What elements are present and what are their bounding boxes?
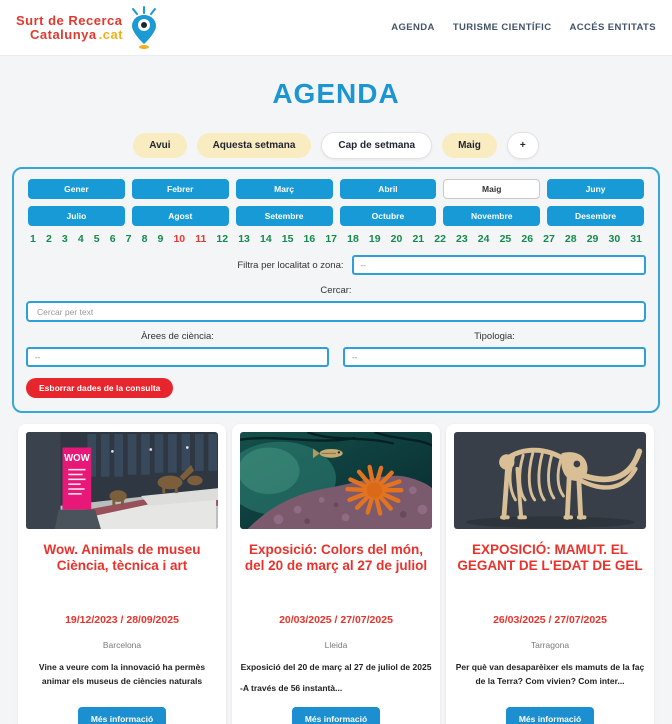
typology-filter	[343, 331, 646, 367]
day-26[interactable]: 26	[521, 233, 534, 245]
search-label: Cercar:	[320, 285, 352, 296]
logo-tld: .cat	[98, 26, 124, 42]
month-julio[interactable]: Julio	[28, 206, 125, 226]
day-12[interactable]: 12	[216, 233, 229, 245]
pill-maig[interactable]: Maig	[442, 133, 497, 158]
event-location: Lleida	[324, 640, 348, 650]
day-2[interactable]: 2	[45, 233, 52, 245]
day-18[interactable]: 18	[347, 233, 359, 245]
event-description: Per què van desaparèixer els mamuts de la faç de la Terra? Com vivien? Com inter...	[455, 662, 645, 686]
areas-filter	[26, 331, 329, 367]
event-cards	[18, 424, 654, 724]
day-23[interactable]: 23	[456, 233, 468, 245]
svg-text:WOW: WOW	[64, 453, 90, 465]
month-abril[interactable]: Abril	[340, 179, 437, 199]
day-15[interactable]: 15	[281, 233, 294, 245]
month-juny[interactable]: Juny	[547, 179, 644, 199]
month-setembre[interactable]: Setembre	[236, 206, 333, 226]
day-22[interactable]: 22	[434, 233, 446, 245]
day-8[interactable]: 8	[141, 233, 148, 245]
more-info-button[interactable]: Més informació	[506, 707, 594, 724]
day-28[interactable]: 28	[564, 233, 577, 245]
day-3[interactable]: 3	[61, 233, 68, 245]
day-29[interactable]: 29	[586, 233, 599, 245]
main-nav	[391, 22, 656, 33]
locality-label: Filtra per localitat o zona:	[237, 259, 344, 271]
page-title: AGENDA	[272, 78, 400, 109]
filter-panel	[12, 167, 660, 413]
areas-typology-row	[26, 331, 646, 367]
month-març[interactable]: Març	[236, 179, 333, 199]
event-title[interactable]: Exposició: Colors del món, del 20 de març al 27 de juliol	[244, 542, 428, 573]
day-1[interactable]: 1	[30, 233, 36, 245]
pill-aquesta-setmana[interactable]: Aquesta setmana	[197, 133, 312, 158]
month-agost[interactable]: Agost	[132, 206, 229, 226]
locality-select[interactable]: --	[352, 255, 647, 275]
event-card-colors-del-mon[interactable]	[232, 424, 440, 724]
more-info-button[interactable]: Més informació	[78, 707, 166, 724]
event-location: Barcelona	[102, 640, 142, 650]
day-13[interactable]: 13	[238, 233, 250, 245]
event-image-museum	[26, 432, 218, 529]
site-logo[interactable]	[16, 6, 161, 50]
event-description: Exposició del 20 de març al 27 de juliol de 2025	[240, 662, 432, 672]
event-title[interactable]: EXPOSICIÓ: MAMUT. EL GEGANT DE L'EDAT DE GEL	[457, 542, 643, 573]
event-card-mamut[interactable]	[446, 424, 654, 724]
typology-select[interactable]: --	[343, 347, 646, 367]
clear-query-button[interactable]: Esborrar dades de la consulta	[26, 378, 173, 398]
day-20[interactable]: 20	[390, 233, 403, 245]
day-7[interactable]: 7	[125, 233, 132, 245]
day-6[interactable]: 6	[109, 233, 116, 245]
day-4[interactable]: 4	[77, 233, 84, 245]
logo-line1: Surt de Recerca	[16, 12, 123, 28]
pill-avui[interactable]: Avui	[133, 133, 186, 158]
logo-text	[16, 14, 123, 41]
day-19[interactable]: 19	[368, 233, 381, 245]
event-date: 19/12/2023 / 28/09/2025	[65, 614, 179, 626]
days-row	[30, 233, 642, 245]
map-pin-mascot-icon	[127, 6, 161, 50]
event-date: 20/03/2025 / 27/07/2025	[279, 614, 393, 626]
event-description-2: -A través de 56 instantà...	[240, 682, 343, 693]
areas-select[interactable]: --	[26, 347, 329, 367]
pill-more[interactable]: +	[507, 132, 539, 159]
day-9[interactable]: 9	[157, 233, 164, 245]
quick-filter-pills	[0, 132, 672, 159]
day-25[interactable]: 25	[499, 233, 512, 245]
day-16[interactable]: 16	[303, 233, 316, 245]
day-21[interactable]: 21	[412, 233, 425, 245]
months-grid	[28, 179, 644, 226]
day-17[interactable]: 17	[325, 233, 338, 245]
event-date: 26/03/2025 / 27/07/2025	[493, 614, 607, 626]
event-location: Tarragona	[530, 640, 570, 650]
month-maig[interactable]: Maig	[443, 179, 540, 199]
event-title[interactable]: Wow. Animals de museu Ciència, tècnica i art	[43, 542, 201, 573]
locality-filter-row	[26, 255, 646, 275]
month-desembre[interactable]: Desembre	[547, 206, 644, 226]
day-10[interactable]: 10	[173, 233, 186, 245]
month-gener[interactable]: Gener	[28, 179, 125, 199]
nav-turisme-cientific[interactable]: TURISME CIENTÍFIC	[452, 22, 552, 33]
day-24[interactable]: 24	[477, 233, 490, 245]
header	[0, 0, 672, 56]
day-30[interactable]: 30	[608, 233, 621, 245]
logo-line2: Catalunya .cat	[30, 26, 124, 42]
search-input[interactable]	[26, 301, 646, 322]
nav-agenda[interactable]: AGENDA	[391, 22, 435, 33]
event-image-mammoth	[454, 432, 646, 529]
event-card-wow-animals[interactable]	[18, 424, 226, 724]
event-image-underwater	[240, 432, 432, 529]
day-31[interactable]: 31	[630, 233, 642, 245]
month-novembre[interactable]: Novembre	[443, 206, 540, 226]
typology-label: Tipologia:	[474, 331, 515, 342]
pill-cap-de-setmana[interactable]: Cap de setmana	[321, 132, 432, 159]
nav-acces-entitats[interactable]: ACCÉS ENTITATS	[569, 22, 656, 33]
day-27[interactable]: 27	[543, 233, 555, 245]
more-info-button[interactable]: Més informació	[292, 707, 380, 724]
day-14[interactable]: 14	[259, 233, 272, 245]
month-octubre[interactable]: Octubre	[340, 206, 437, 226]
event-description: Vine a veure com la innovació ha permès animar els museus de ciències naturals	[38, 662, 206, 686]
areas-label: Àrees de ciència:	[141, 331, 214, 342]
day-5[interactable]: 5	[93, 233, 100, 245]
month-febrer[interactable]: Febrer	[132, 179, 229, 199]
day-11[interactable]: 11	[195, 233, 207, 245]
